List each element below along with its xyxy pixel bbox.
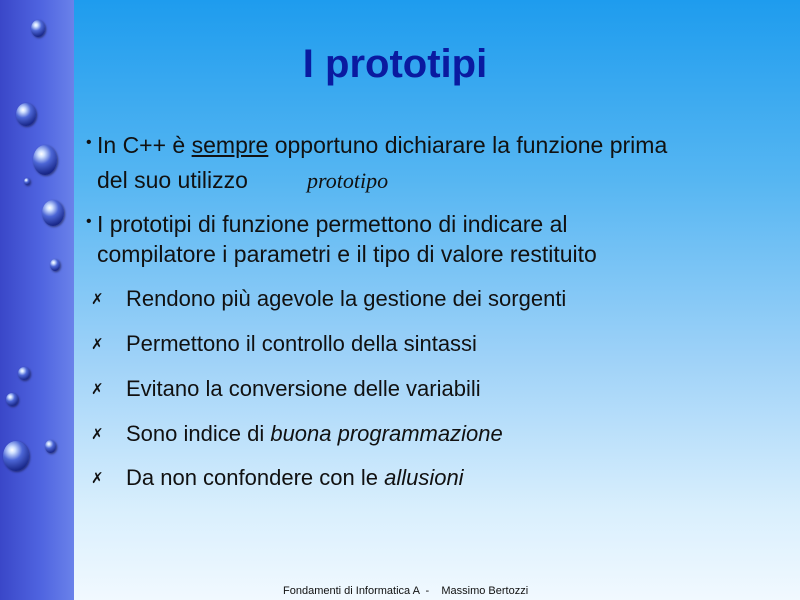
bullet-1-line-1	[97, 130, 667, 161]
bullet-1-suffix: opportuno dichiarare la funzione prima	[268, 132, 668, 158]
sub-bullet-5	[126, 465, 464, 491]
bullet-1-line-2-text: del suo utilizzo	[97, 167, 248, 193]
sub-bullet-3: Evitano la conversione delle variabili	[126, 376, 481, 401]
bullet-dot: •	[86, 134, 92, 151]
cross-mark-icon: ✗	[91, 426, 104, 443]
cross-mark-icon: ✗	[91, 470, 104, 487]
bullet-dot: •	[86, 213, 92, 230]
water-drop-icon	[33, 145, 57, 175]
sub-bullet-2: Permettono il controllo della sintassi	[126, 331, 477, 356]
prototipo-annotation: prototipo	[307, 168, 389, 193]
cross-mark-icon: ✗	[91, 336, 104, 353]
bullet-1-line-2	[97, 165, 248, 196]
water-drop-icon	[3, 441, 29, 471]
bullet-1-emphasis: sempre	[191, 132, 269, 158]
sub-bullet-4	[126, 421, 503, 447]
water-drop-icon	[18, 367, 30, 380]
sub-bullet-4-italic: buona programmazione	[270, 421, 503, 446]
slide-footer: Fondamenti di Informatica A - Massimo Bertozzi	[283, 585, 529, 597]
water-drop-icon	[24, 178, 30, 185]
cross-mark-icon: ✗	[91, 291, 104, 308]
sub-bullet-5-prefix: Da non confondere con le	[126, 465, 385, 490]
sub-bullet-1: Rendono più agevole la gestione dei sorgenti	[126, 286, 567, 311]
water-drop-icon	[50, 259, 60, 271]
water-drop-icon	[42, 200, 64, 226]
water-drop-icon	[6, 393, 18, 406]
decorative-sidebar	[0, 0, 74, 600]
water-drop-icon	[16, 103, 36, 126]
cross-mark-icon: ✗	[91, 381, 104, 398]
bullet-2-line-2: compilatore i parametri e il tipo di valore restituito	[97, 241, 597, 267]
slide-title: I prototipi	[302, 42, 488, 86]
bullet-1-prefix: In C++ è	[97, 132, 192, 158]
bullet-2-line-1: I prototipi di funzione permettono di indicare al	[97, 211, 568, 237]
water-drop-icon	[45, 440, 56, 453]
water-drop-icon	[31, 20, 45, 37]
sub-bullet-4-prefix: Sono indice di	[126, 421, 271, 446]
sub-bullet-5-italic: allusioni	[384, 465, 464, 490]
